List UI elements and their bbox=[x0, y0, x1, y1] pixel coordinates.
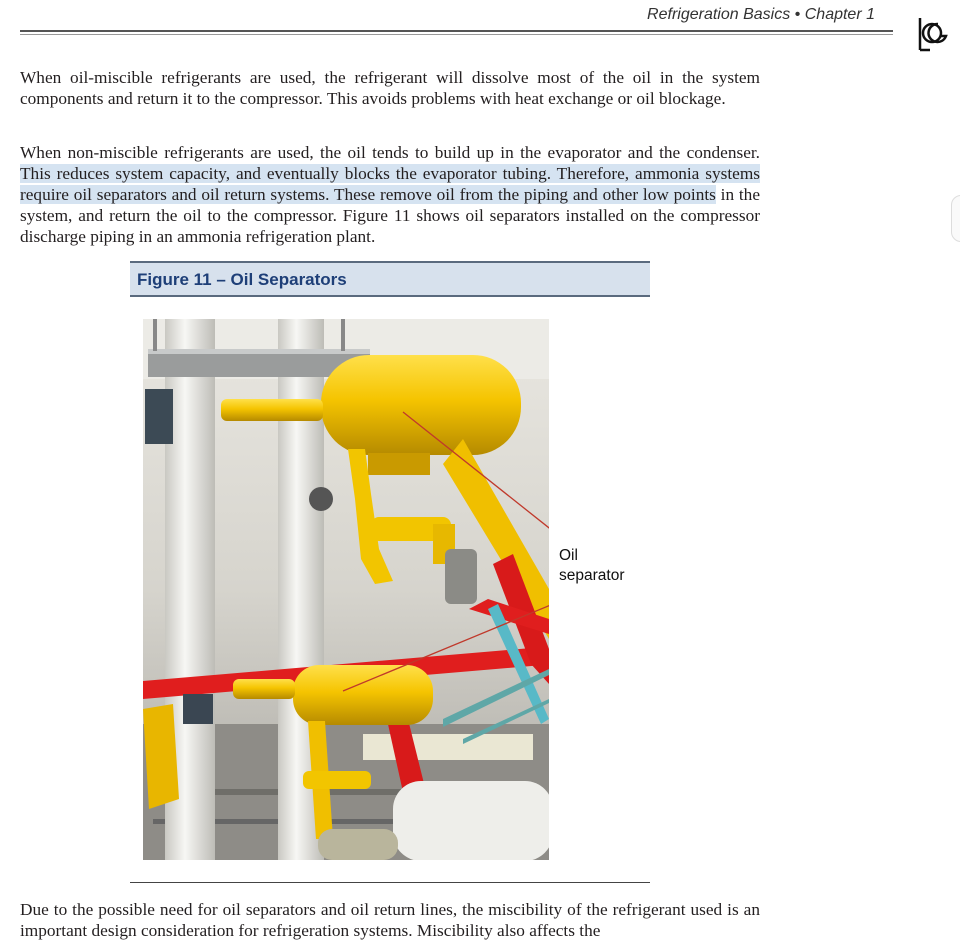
paragraph-oil-miscible: When oil-miscible refrigerants are used, the refrigerant will dissolve most of the oil in the system components and return it to the compressor. This avoids problems with heat exchange or oil blockage. bbox=[20, 68, 760, 108]
paragraph-text: When non-miscible refrigerants are used, the oil tends to build up in the evaporator and the condenser. bbox=[20, 143, 760, 162]
running-header bbox=[560, 6, 875, 24]
header-separator: • bbox=[794, 6, 801, 23]
oil-separators-photo bbox=[143, 319, 549, 860]
page-edge-control[interactable] bbox=[951, 195, 960, 242]
paragraph-non-miscible bbox=[20, 142, 760, 247]
header-rule bbox=[20, 30, 893, 32]
oil-separator-callout bbox=[559, 546, 624, 586]
pg-logo-icon bbox=[912, 14, 952, 52]
figure-bottom-rule bbox=[130, 882, 650, 883]
paragraph-text: in the system, and return the oil to the compressor. Figure 11 shows oil separators installed on the compressor discharge piping in an ammonia refrigeration plant. bbox=[20, 185, 760, 246]
paragraph-miscibility: Due to the possible need for oil separators and oil return lines, the miscibility of the refrigerant used is an important design consideration for refrigeration systems. Miscibility also affects the bbox=[20, 900, 760, 940]
header-chapter: Chapter 1 bbox=[804, 6, 875, 23]
header-title: Refrigeration Basics bbox=[647, 6, 791, 23]
header-rule-thin bbox=[20, 34, 893, 35]
callout-line: Oil bbox=[559, 547, 578, 564]
callout-line: separator bbox=[559, 567, 625, 584]
figure-caption: Figure 11 – Oil Separators bbox=[137, 270, 347, 289]
highlighted-text[interactable]: This reduces system capacity, and eventually blocks the evaporator tubing. Therefore, ammonia systems require oil separators and oil return systems. These remove oil from the piping and other low points bbox=[20, 164, 760, 204]
figure-caption-band bbox=[130, 261, 650, 297]
